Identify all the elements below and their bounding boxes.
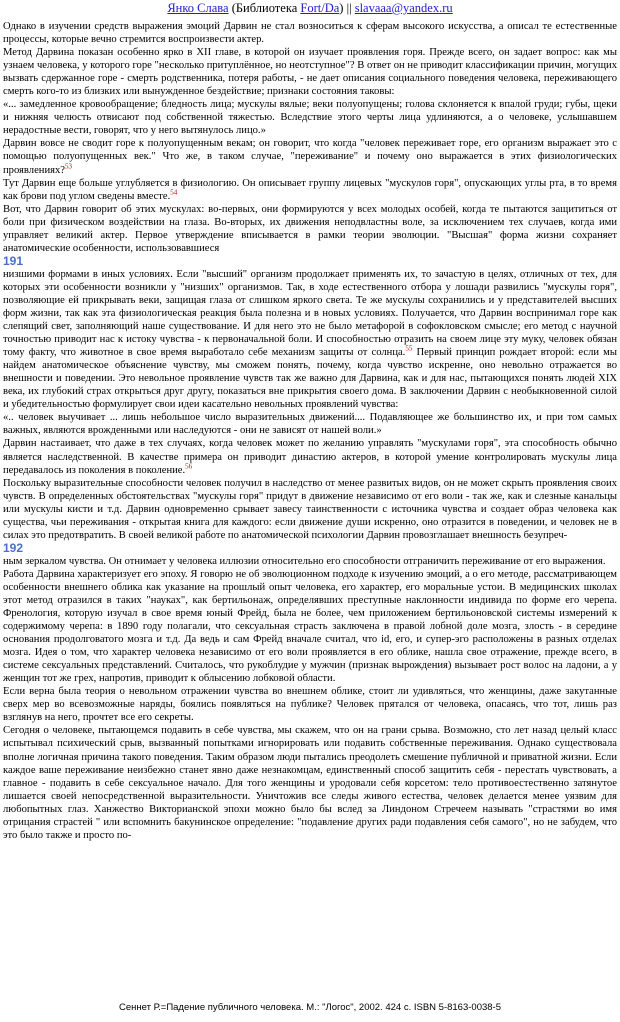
paragraph (3, 137, 617, 176)
quote-paragraph: «.. человек выучивает ... лишь небольшое число выразительных движений.... Подавляющее же большинство их, и при том самых важных, являются врожденными или наследуются - они не зависят от нашей воли.» (3, 412, 617, 437)
paragraph-text: Первый принцип рождает второй: если мы найдем анатомическое объяснение чувству, мы сможем понять, почему, когда чувство искренне, оно невольно отражается во внешности и поведении. Это невольное проявление чувств так же важно для Дарвина, как и для нас, пытающихся понять людей XIX века, их глубокий страх открыться друг другу, показаться вне прикрытия своего дома. В заключении Дарвин с необыкновенной силой и убедительностью формулирует свои идеи касательно невольных проявлений чувства: (3, 347, 617, 411)
paragraph: Метод Дарвина показан особенно ярко в XII главе, в которой он изучает проявления горя. Прежде всего, он задает вопрос: как мы узнаем человека, у которого горе "несколько притуплённое, но неотступное"? В ответ он не приводит классификации причин, могущих вызвать сдержанное горе - смерть родственника, потеря работы, - не дает описания социального поведения человека, переживающего смерть кого-то из близких или вынужденное бездействие; признаки состояния таковы: (3, 47, 617, 98)
page-number-191: 191 (3, 253, 24, 268)
quote-paragraph: «... замедленное кровообращение; бледность лица; мускулы вялые; веки полуопущены; голова склоняется к впалой груди; губы, щеки и нижняя челюсть отвисают под собственной тяжестью. Вследствие этого черты лица удлиняются, а о человеке, услышавшем нерадостные вести, говорят, что у него вытянулось лицо.» (3, 99, 617, 137)
paragraph: Вот, что Дарвин говорит об этих мускулах: во-первых, они формируются у всех молодых особей, когда те пытаются защититься от боли при физическом воздействии на глаза. Во-вторых, их движения неподвластны воле, за исключением тех случаев, когда ими управляет великий актер. Первое утверждение вписывается в рамки теории эволюции. "Высшая" форма жизни сохраняет анатомические особенности, использовавшиеся (3, 203, 617, 254)
paragraph: Однако в изучении средств выражения эмоций Дарвин не стал возноситься к сферам высокого искусства, а описал те естественные процессы, которые вечно стремится воспроизвести актер. (3, 21, 617, 46)
paragraph (3, 177, 617, 203)
paragraph: Поскольку выразительные способности человек получил в наследство от менее развитых видов, он не может скрыть проявления своих чувств. В определенных обстоятельствах "мускулы горя" придут в движение независимо от его воли - так же, как и слезные канальцы или мускулы кисти и т.д. Дарвин одновременно срывает завесу таинственности с источника чувства и создает образ человека как существа, чьи переживания - открытая книга для каждого: если движение души искренно, оно отразится в поведении, и человек не в силах это предотвратить. В своей великой работе по анатомической психологии Дарвин провозглашает внешность безупреч- (3, 477, 617, 541)
paragraph-text: Дарвин настаивает, что даже в тех случаях, когда человек может по желанию управлять "мускулами горя", эта способность обычно является наследственной. В качестве примера он приводит династию актеров, в которой умение контролировать мускулы лица передавалось из поколения в поколение. (3, 438, 617, 476)
paragraph (3, 437, 617, 476)
footnote-ref-53[interactable]: 53 (65, 161, 72, 170)
footnote-ref-54[interactable]: 54 (170, 188, 178, 197)
library-label-open: (Библиотека (228, 1, 301, 15)
paragraph: Работа Дарвина характеризует его эпоху. Я говорю не об эволюционном подходе к изучению эмоций, а о его методе, рассматривающем особенности внешнего облика как указание на прошлый опыт человека, его характер, его моральные устои. В медицинских школах этот метод отразился в таких "науках", как бертильонаж, определявших преступные наклонности индивида по форме его черепа. Френология, которую изучал в свое время юный Фрейд, была не более, чем приложением бертильоновской системы измерений к содержимому черепа: в 1890 году полагали, что сексуальная страсть заключена в правой лобной доле мозга, злость - в середине основания продолговатого мозга и т.д. Да ведь и сам Фрейд вначале считал, что id, его, и супер-эго расположены в разных отделах мозга. Идея о том, что характер человека независимо от его воли проявляется в его облике, нашла свое отражение, прежде всего, в системе сексуальных представлений. Считалось, что рукоблудие у мужчин (признак вырождения) вызывает рост волос на ладони, а у женщин тот же грех, напротив, приводит к облысению лобковой области. (3, 568, 617, 685)
email-link[interactable]: slavaaa@yandex.ru (354, 1, 453, 15)
author-link[interactable]: Янко Слава (167, 1, 229, 15)
paragraph (3, 268, 617, 412)
library-label-close: ) || (339, 1, 355, 15)
page-number-192: 192 (3, 540, 24, 555)
footnote-ref-55[interactable]: 55 (405, 344, 413, 353)
paragraph-text: Дарвин вовсе не сводит горе к полуопущенным векам; он говорит, что когда "человек переживает горе, его организм выражает это с помощью полуопущенных век." Что же, в таком случае, "переживание" и почему оно выражается в этих физиологических проявлениях? (3, 138, 617, 176)
footnote-ref-56[interactable]: 56 (185, 462, 193, 471)
paragraph: ным зеркалом чувства. Он отнимает у человека иллюзии относительно его способности отграничить переживание от его выражения. (3, 555, 606, 567)
paragraph: Если верна была теория о невольном отражении чувства во внешнем облике, стоит ли удивляться, что женщины, даже закутанные сверх мер во всевозможные наряды, боялись появляться на публике? Человек прятался от человека, опасаясь, что тот, лишь раз взглянув на него, прочтет все его секреты. (3, 686, 617, 724)
library-link[interactable]: Fort/Da (300, 1, 340, 15)
footer-citation: Сеннет Р.=Падение публичного человека. М.: "Логос", 2002. 424 с. ISBN 5-8163-0038-5 (119, 1002, 501, 1013)
paragraph: Сегодня о человеке, пытающемся подавить в себе чувства, мы скажем, что он на грани срыва. Возможно, сто лет назад целый класс испытывал психический срыв, вызванный попытками игнорировать или подавить собственные переживания. Однако существовала вполне логичная причина такого поведения. Таким образом люди пытались преодолеть смешение публичной и приватной жизни. Если каждое ваше переживание неизбежно станет явно даже незнакомцам, единственный способ защитить себя - перестать чувствовать, а главное - подавить в себе сексуальное начало. Для того женщины и уродовали себя корсетом: тело противоестественно затянутое лишается своей непосредственной выразительности. Уничтожив все следы живого естества, человек делается менее уязвим для любопытных глаз. Ханжество Викторианской эпохи можно было бы вслед за Линдоном Стречеем называть "страстями во имя отрицания страстей " или вспомнить бакунинское определение: "подавление других ради подавления себя самого", но не забудем, что это было также и просто по- (3, 725, 617, 841)
paragraph-text: Тут Дарвин еще больше углубляется в физиологию. Он описывает группу лицевых "мускулов горя", опускающих углы рта, в то время как брови под углом сведены вместе. (3, 177, 617, 202)
paragraph-text: низшими формами в иных условиях. Если "высший" организм продолжает применять их, то зачастую в целях, отличных от тех, для которых эти особенности возникли у "низших" организмов. Так, в ходе естественного отбора у лошади развились "мускулы горя", позволяющие ей прикрывать веки, защищая глаза от слишком яркого света. Те же мускулы сохранились и у представителей высших форм жизни, так как эта физиологическая реакция была полезна и в новых условиях. Получается, что Дарвин воспринимал горе как слепящий свет, заполняющий наше существование. И для него это не было метафорой в софокловском смысле; его метод с научной точностью приводит нас к истоку чувства - к первоначальной боли. И способностью отразить на своем лице эту муку, человек обязан тому факту, что животное в свое время выработало себе механизм защиты от солнца. (3, 268, 617, 359)
header-bar (3, 0, 617, 20)
